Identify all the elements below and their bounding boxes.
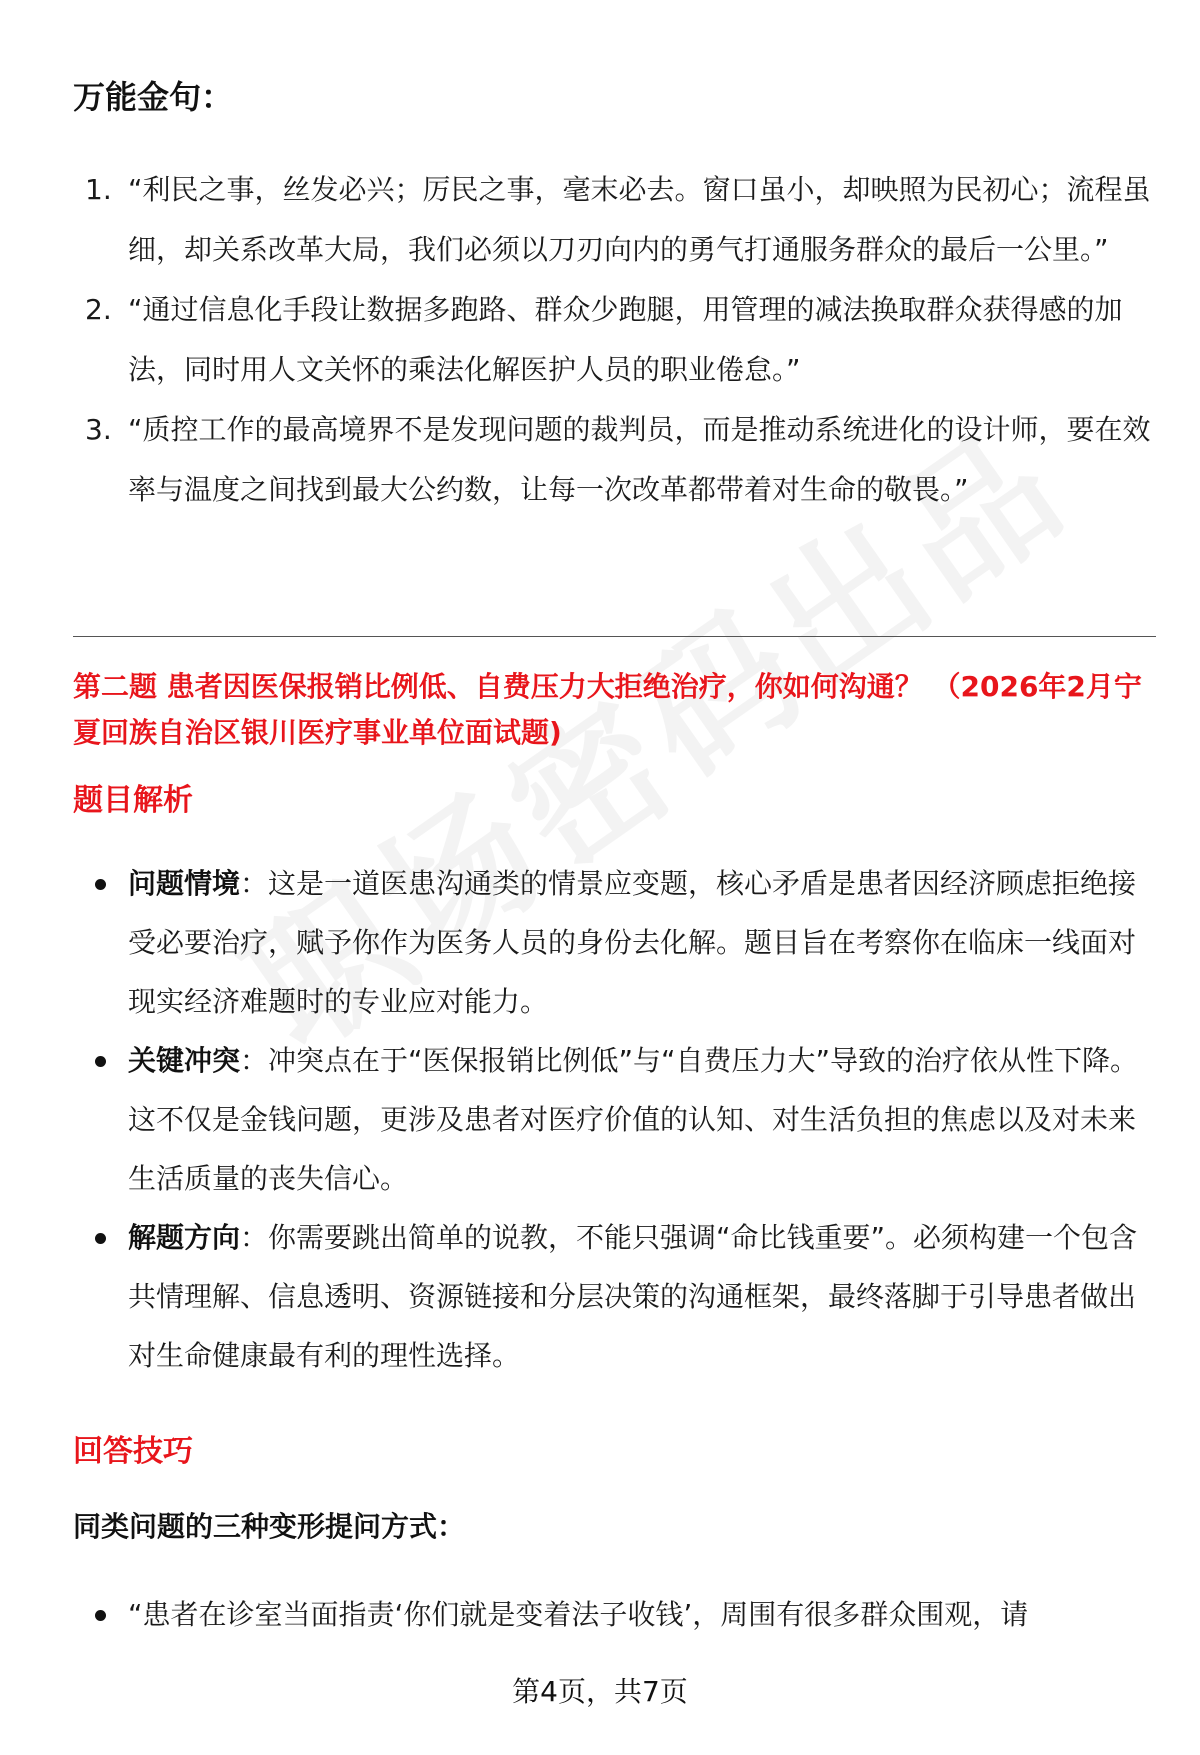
bullet-dot-icon [95,1056,106,1067]
section-divider [73,636,1156,637]
bullet-dot-icon [95,1610,106,1621]
list-item [73,1208,1153,1385]
quotes-list [73,160,1153,520]
list-number: 2. [85,293,112,326]
list-item [73,160,1153,280]
bullet-dot-icon [95,879,106,890]
quote-text: “利民之事，丝发必兴；厉民之事，毫末必去。窗口虽小，却映照为民初心；流程虽细，却关系改革大局，我们必须以刀刃向内的勇气打通服务群众的最后一公里。” [128,173,1151,266]
bullet-text: “患者在诊室当面指责‘你们就是变着法子收钱’，周围有很多群众围观，请 [128,1598,1029,1631]
list-item [73,400,1153,520]
list-item [73,1031,1153,1208]
bullet-label: 问题情境 [128,867,241,900]
analysis-list [73,854,1153,1385]
bullet-text: ：冲突点在于“医保报销比例低”与“自费压力大”导致的治疗依从性下降。这不仅是金钱问题，更涉及患者对医疗价值的认知、对生活负担的焦虑以及对未来生活质量的丧失信心。 [128,1044,1139,1195]
bullet-dot-icon [95,1233,106,1244]
quote-text: “质控工作的最高境界不是发现问题的裁判员，而是推动系统进化的设计师，要在效率与温度之间找到最大公约数，让每一次改革都带着对生命的敬畏。” [128,413,1151,506]
analysis-heading: 题目解析 [73,783,193,818]
list-number: 3. [85,413,112,446]
bullet-text: ：这是一道医患沟通类的情景应变题，核心矛盾是患者因经济顾虑拒绝接受必要治疗，赋予你作为医务人员的身份去化解。题目旨在考察你在临床一线面对现实经济难题时的专业应对能力。 [128,867,1137,1018]
question-title: 第二题 患者因医保报销比例低、自费压力大拒绝治疗，你如何沟通？ （2026年2月宁夏回族自治区银川医疗事业单位面试题) [73,670,1142,749]
bullet-text: ：你需要跳出简单的说教，不能只强调“命比钱重要”。必须构建一个包含共情理解、信息透明、资源链接和分层决策的沟通框架，最终落脚于引导患者做出对生命健康最有利的理性选择。 [128,1221,1138,1372]
tips-heading: 回答技巧 [73,1434,193,1469]
list-item [73,854,1153,1031]
quote-text: “通过信息化手段让数据多跑路、群众少跑腿，用管理的减法换取群众获得感的加法，同时用人文关怀的乘法化解医护人员的职业倦怠。” [128,293,1123,386]
variants-heading: 同类问题的三种变形提问方式： [73,1510,466,1543]
list-item [73,280,1153,400]
bullet-label: 关键冲突 [128,1044,241,1077]
variants-list [73,1585,1153,1644]
bullet-label: 解题方向 [128,1221,241,1254]
list-number: 1. [85,173,112,206]
list-item [73,1585,1153,1644]
section-heading-golden-quotes: 万能金句： [73,78,234,116]
page-footer: 第4页，共7页 [512,1675,688,1708]
